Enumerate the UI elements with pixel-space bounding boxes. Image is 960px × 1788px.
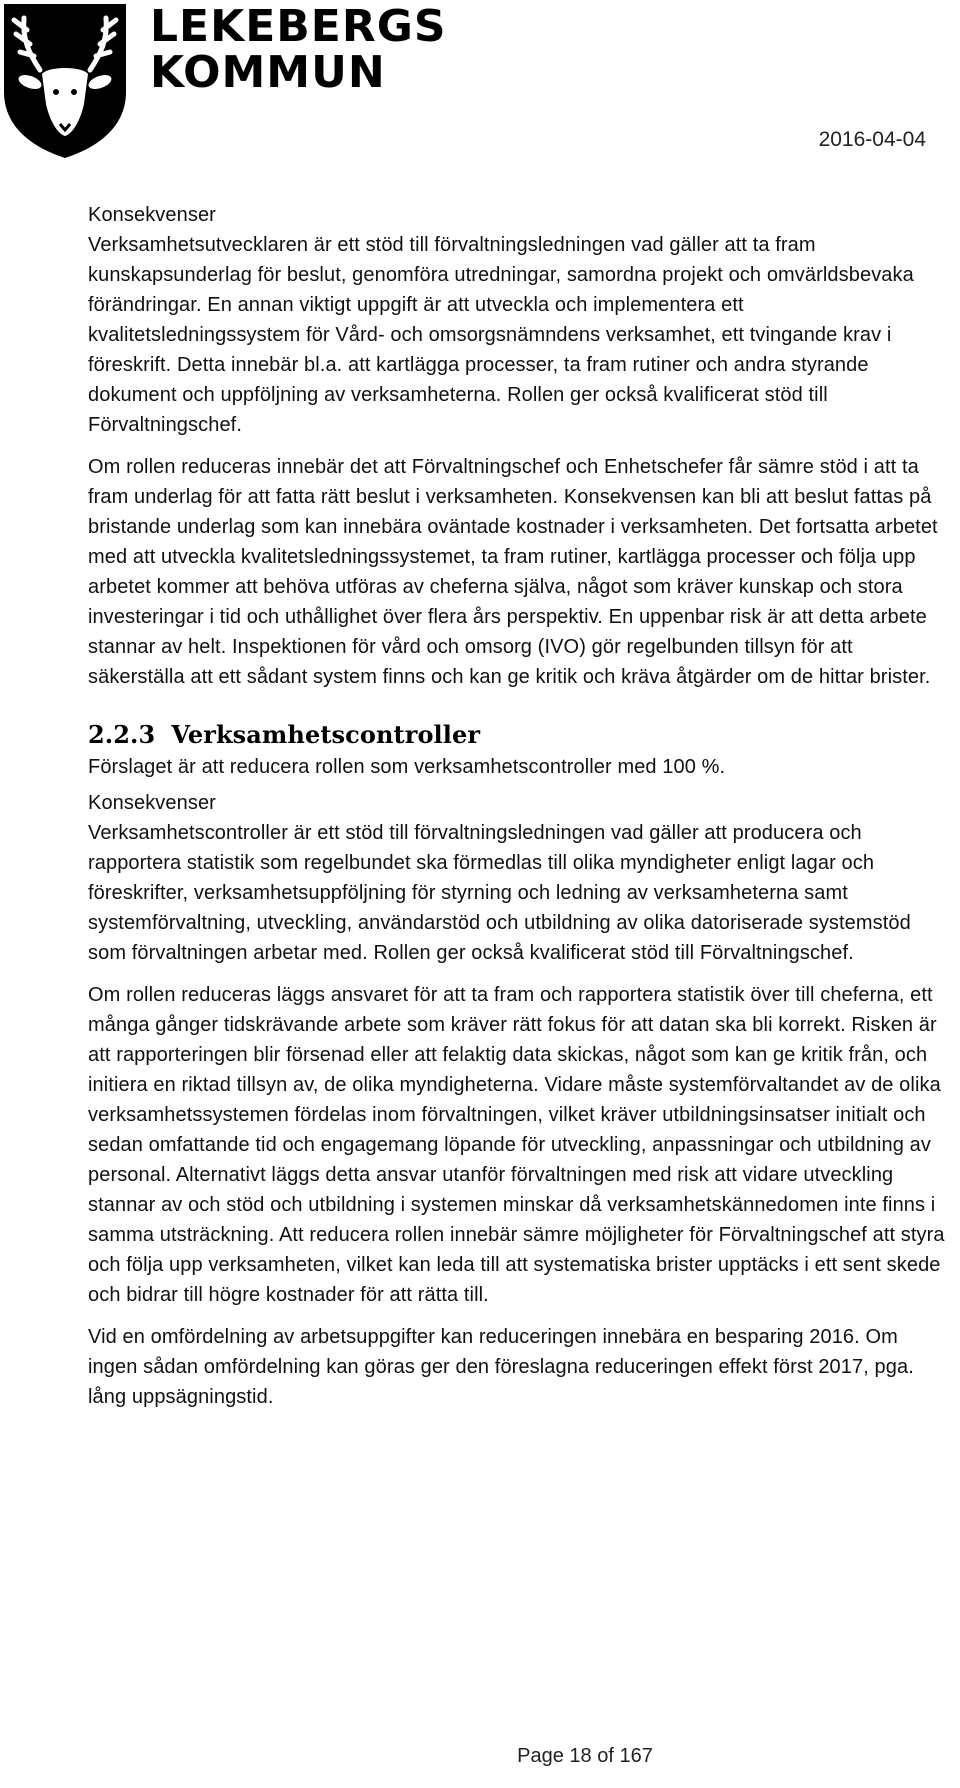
paragraph: Verksamhetsutvecklaren är ett stöd till förvaltningsledningen vad gäller att ta fram kunskapsunderlag för beslut, genomföra utredningar, samordna projekt och omvärldsbevaka förändringar. En annan viktigt uppgift är att utveckla och implementera ett kvalitetsledningssystem för Vård- och omsorgsnämndens verksamhet, ett tvingande krav i föreskrift. Detta innebär bl.a. att kartlägga processer, ta fram rutiner och andra styrande dokument och uppföljning av verksamheterna. Rollen ger också kvalificerat stöd till Förvaltningschef. bbox=[88, 234, 914, 436]
organization-name-line-1: LEKEBERGS bbox=[150, 1, 447, 52]
section-heading bbox=[88, 718, 948, 752]
organization-name-line-2: KOMMUN bbox=[150, 47, 386, 98]
paragraph: Verksamhetscontroller är ett stöd till förvaltningsledningen vad gäller att producera och rapportera statistik som regelbundet ska förmedlas till olika myndigheter enligt lagar och föreskrifter, verksamhetsuppföljning för styrning och ledning av verksamheterna samt systemförvaltning, utveckling, användarstöd och utbildning av olika datoriserade systemstöd som förvaltningen arbetar med. Rollen ger också kvalificerat stöd till Förvaltningschef. bbox=[88, 822, 911, 964]
page-header bbox=[0, 0, 960, 170]
paragraph: Om rollen reduceras läggs ansvaret för att ta fram och rapportera statistik över till cheferna, ett många gånger tidskrävande arbete som kräver rätt fokus för att datan ska bli korrekt. Risken är att rapporteringen blir försenad eller att felaktig data skickas, något som kan ge kritik från, och initiera en riktad tillsyn av, de olika myndigheterna. Vidare måste systemförvaltandet av de olika verksamhetssystemen fördelas inom förvaltningen, vilket kräver utbildningsinsatser initialt och sedan omfattande tid och engagemang löpande för utveckling, anpassningar och utbildning av personal. Alternativt läggs detta ansvar utanför förvaltningen med risk att vidare utveckling stannar av och stöd och utbildning i systemen minskar då verksamhetskännedomen inte finns i samma utsträckning. Att reducera rollen innebär sämre möjligheter för Förvaltningschef att styra och följa upp verksamheten, vilket kan leda till att systematiska brister upptäcks i ett sent skede och bidrar till högre kostnader för att rätta till. bbox=[88, 984, 945, 1306]
paragraph: Om rollen reduceras innebär det att Förvaltningschef och Enhetschefer får sämre stöd i att ta fram underlag för att fatta rätt beslut i verksamheten. Konsekvensen kan bli att beslut fattas på bristande underlag som kan innebära oväntade kostnader i verksamheten. Det fortsatta arbetet med att utveckla kvalitetsledningssystemet, ta fram rutiner, kartlägga processer och följa upp arbetet kommer att behöva utföras av cheferna själva, något som kräver kunskap och stora investeringar i tid och uthållighet över flera års perspektiv. En uppenbar risk är att detta arbete stannar av helt. Inspektionen för vård och omsorg (IVO) gör regelbunden tillsyn för att säkerställa att ett sådant system finns och kan ge kritik och kräva åtgärder om de hittar brister. bbox=[88, 456, 938, 688]
section-number: 2.2.3 bbox=[88, 720, 156, 749]
subheading-consequences: Konsekvenser bbox=[88, 204, 216, 226]
section-title: Verksamhetscontroller bbox=[171, 720, 481, 749]
paragraph: Vid en omfördelning av arbetsuppgifter kan reduceringen innebära en besparing 2016. Om ingen sådan omfördelning kan göras ger den föreslagna reduceringen effekt först 2017, pga. lång uppsägningstid. bbox=[88, 1326, 914, 1408]
deer-head-shield-icon bbox=[0, 0, 130, 160]
document-body bbox=[88, 200, 948, 1424]
subheading-consequences: Konsekvenser bbox=[88, 792, 216, 814]
page-number: Page 18 of 167 bbox=[517, 1745, 653, 1767]
organization-name bbox=[150, 1, 447, 98]
document-date: 2016-04-04 bbox=[818, 128, 926, 151]
section-intro: Förslaget är att reducera rollen som verksamhetscontroller med 100 %. bbox=[88, 756, 726, 778]
